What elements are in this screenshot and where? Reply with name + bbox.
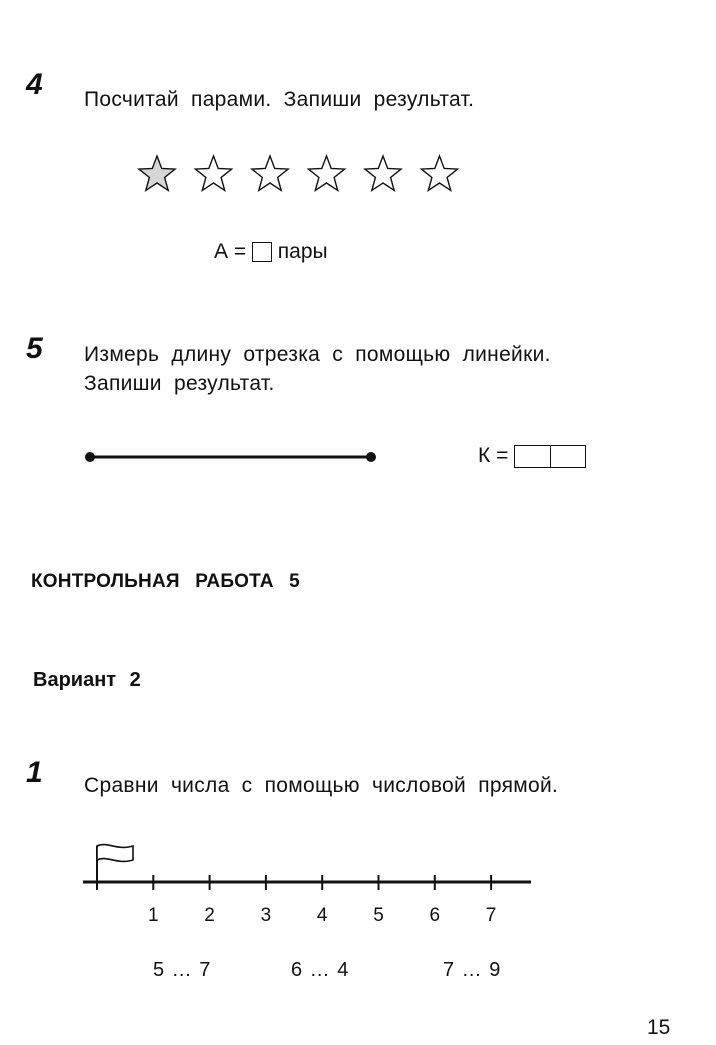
tick-label: 4 xyxy=(316,905,328,926)
task-4-answer-suffix: пары xyxy=(277,240,328,263)
tick-label: 2 xyxy=(204,905,215,926)
tick-label: 7 xyxy=(485,905,497,926)
comparison-2: 6 … 4 xyxy=(291,959,349,981)
task-4-number: 4 xyxy=(26,68,43,101)
task-5-number: 5 xyxy=(26,332,43,365)
tick-label: 3 xyxy=(260,905,272,926)
tick-label: 6 xyxy=(429,905,441,926)
comparison-3: 7 … 9 xyxy=(443,959,501,981)
task-4-text: Посчитай парами. Запиши результат. xyxy=(84,88,475,111)
task-1-text: Сравни числа с помощью числовой прямой. xyxy=(84,774,559,797)
task-5-answer-prefix: К = xyxy=(478,444,509,467)
page-number: 15 xyxy=(647,1016,671,1039)
test-title: КОНТРОЛЬНАЯ РАБОТА 5 xyxy=(31,571,300,592)
task-4-answer-prefix: А = xyxy=(214,240,247,263)
comparison-1: 5 … 7 xyxy=(153,959,211,981)
flag-icon xyxy=(97,845,133,862)
variant-label: Вариант 2 xyxy=(33,669,141,691)
tick-label: 1 xyxy=(148,905,159,926)
tick-label: 5 xyxy=(373,905,384,926)
task-5-text-line-1: Измерь длину отрезка с помощью линейки. xyxy=(84,343,551,366)
task-1-number: 1 xyxy=(26,756,43,789)
task-5-text-line-2: Запиши результат. xyxy=(84,372,275,395)
